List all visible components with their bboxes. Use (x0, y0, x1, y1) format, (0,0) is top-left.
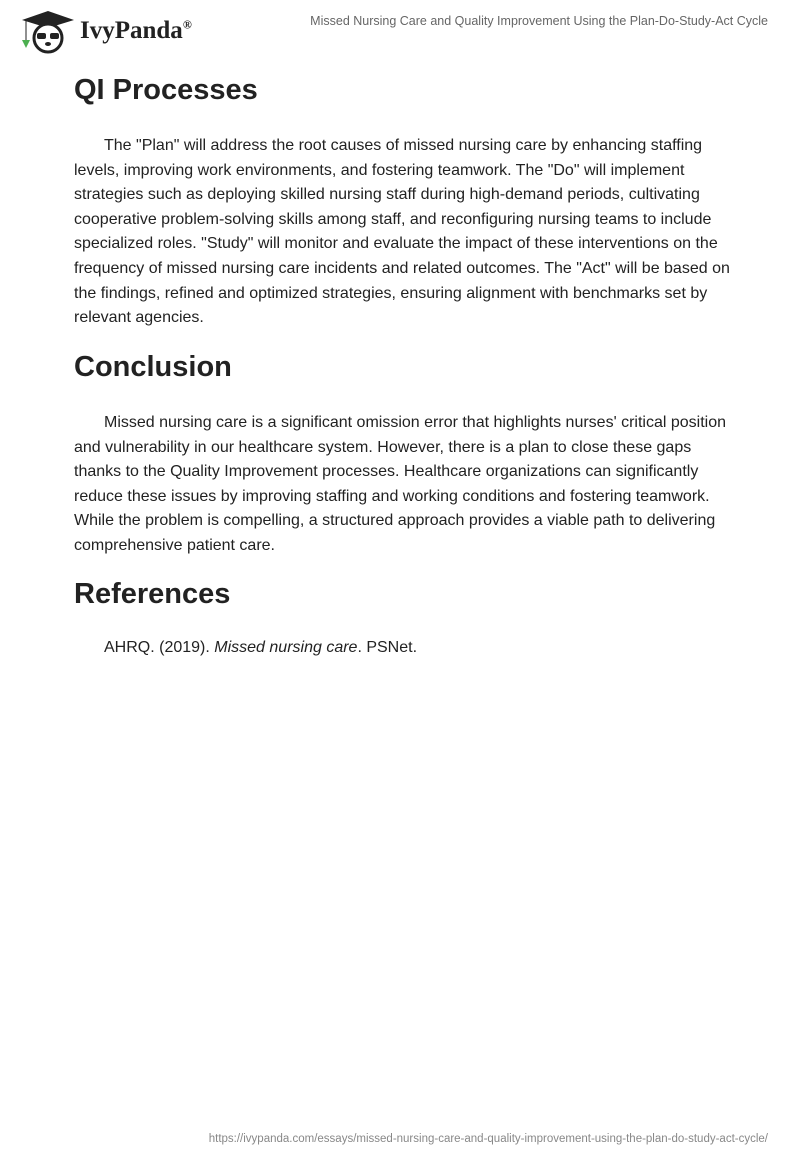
document-title: Missed Nursing Care and Quality Improvement Using the Plan-Do-Study-Act Cycle (310, 14, 768, 28)
brand-name: IvyPanda (80, 17, 183, 44)
section-heading: QI Processes (74, 74, 258, 106)
ivypanda-logo[interactable] (18, 8, 192, 54)
section-heading: Conclusion (74, 351, 232, 383)
section-paragraph: Missed nursing care is a significant omission error that highlights nurses' critical position and vulnerability in our healthcare system. However, there is a plan to close these gaps thanks to the Quality Improvement processes. Healthcare organizations can significantly reduce these issues by improving staffing and working conditions and fostering teamwork. While the problem is compelling, a structured approach provides a viable path to delivering comprehensive patient care. (74, 414, 726, 554)
registered-mark: ® (182, 17, 192, 32)
footer-url[interactable]: https://ivypanda.com/essays/missed-nursing-care-and-quality-improvement-using-the-plan-do-study-act-cycle/ (208, 1133, 768, 1145)
reference-item (104, 639, 417, 657)
section-heading: References (74, 578, 231, 610)
reference-source: . PSNet. (357, 639, 418, 656)
reference-author: AHRQ. (2019). (104, 639, 215, 656)
reference-title: Missed nursing care (214, 639, 358, 656)
panda-graduate-icon (18, 8, 74, 54)
section-paragraph: The "Plan" will address the root causes of missed nursing care by enhancing staffing levels, improving work environments, and fostering teamwork. The "Do" will implement strategies such as deploying skilled nursing staff during high-demand periods, cultivating cooperative problem-solving skills among staff, and reconfiguring nursing teams to include specialized roles. "Study" will monitor and evaluate the impact of these interventions on the frequency of missed nursing care incidents and related outcomes. The "Act" will be based on the findings, refined and optimized strategies, ensuring alignment with benchmarks set by relevant agencies. (74, 137, 730, 327)
